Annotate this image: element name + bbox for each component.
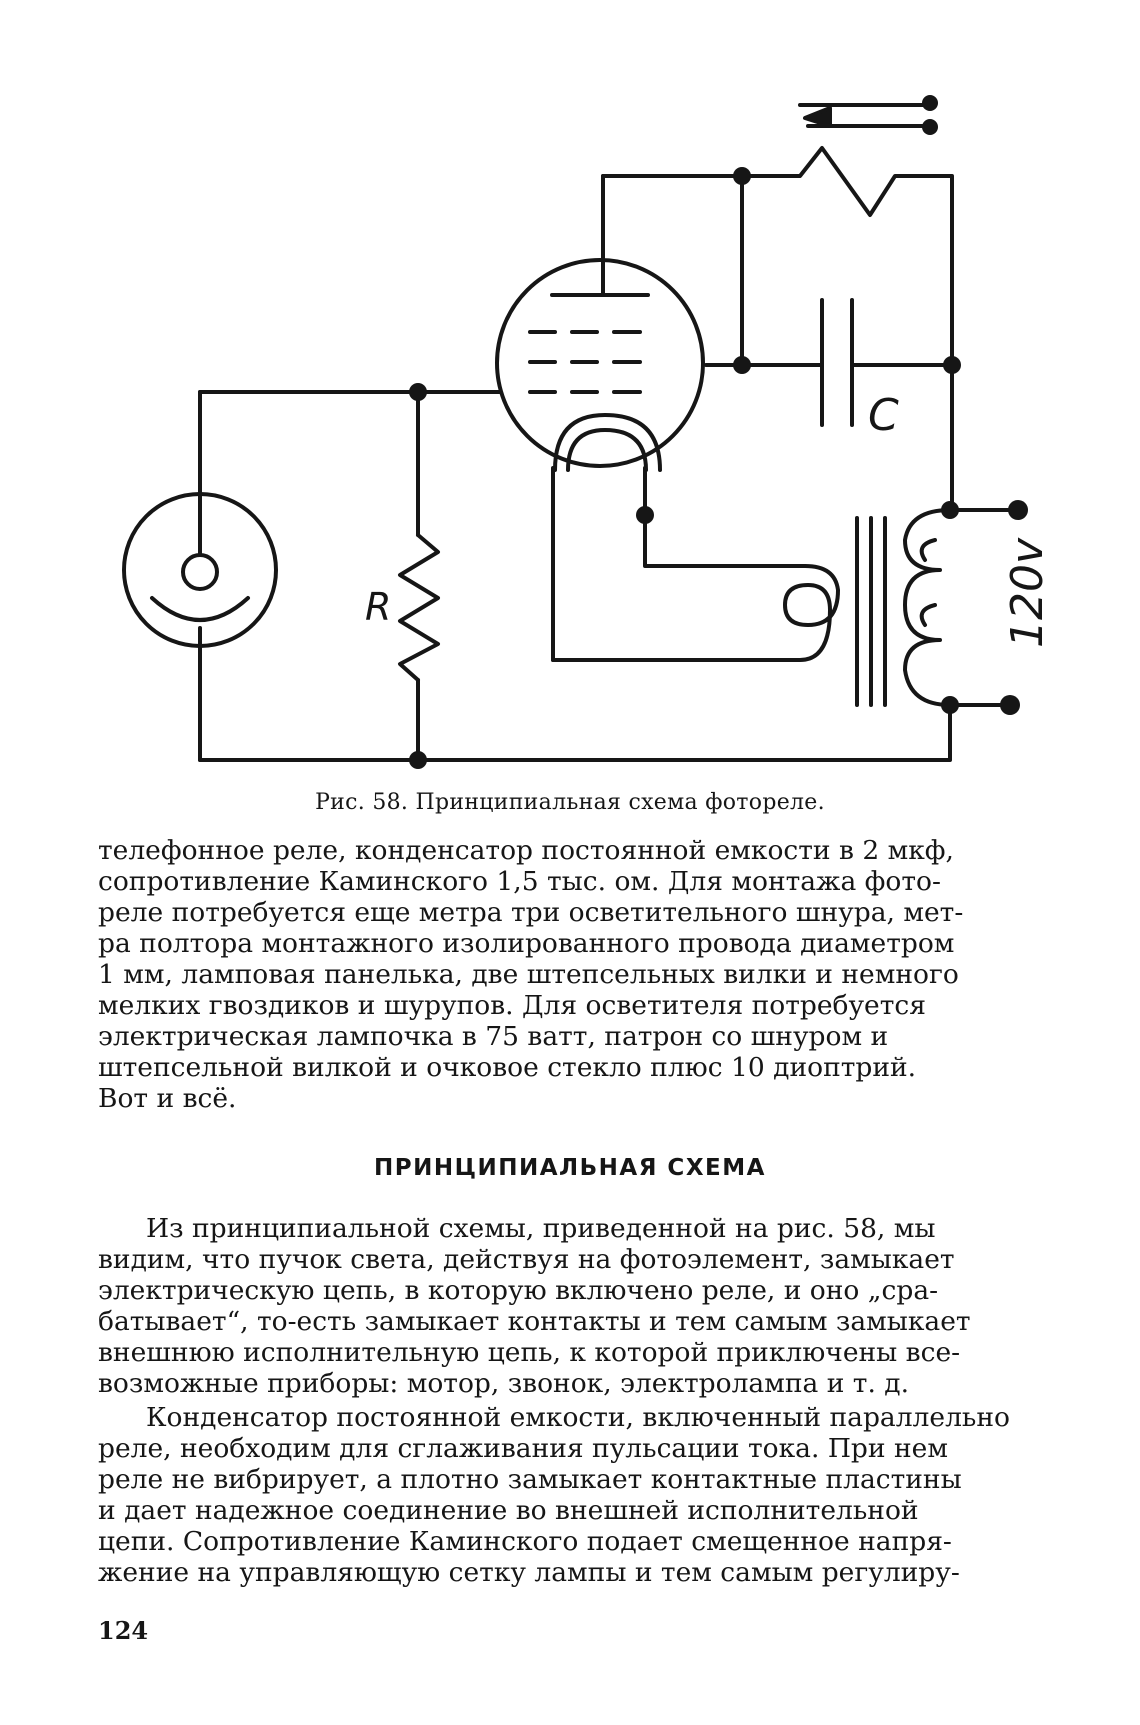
text-line: Вот и всё. [98,1083,237,1114]
paragraph-3 [98,1402,1050,1588]
text-line: реле не вибрирует, а плотно замыкает контактные пластины [98,1464,962,1495]
text-line: внешнюю исполнительную цепь, к которой приключены все- [98,1337,961,1368]
voltage-label: 120v [1002,537,1053,648]
filament-wire [645,515,805,566]
text-line: штепсельной вилкой и очковое стекло плюс 10 диоптрий. [98,1052,917,1083]
text-line: Из принципиальной схемы, приведенной на рис. 58, мы [146,1213,936,1244]
figure-caption: Рис. 58. Принципиальная схема фотореле. [315,790,825,815]
text-line: реле, необходим для сглаживания пульсации тока. При нем [98,1433,948,1464]
capacitor-label: C [868,390,899,441]
text-line: телефонное реле, конденсатор постоянной емкости в 2 мкф, [98,835,954,866]
text-line: электрическая лампочка в 75 ватт, патрон со шнуром и [98,1021,889,1052]
text-line: реле потребуется еще метра три осветительного шнура, мет- [98,897,964,928]
resistor-label: R [365,585,392,629]
text-line: возможные приборы: мотор, звонок, электролампа и т. д. [98,1368,910,1399]
photocell [124,392,276,760]
paragraph-2 [98,1213,1050,1399]
text-line: цепи. Сопротивление Каминского подает смещенное напря- [98,1526,952,1557]
text-line: видим, что пучок света, действуя на фотоэлемент, замыкает [98,1244,955,1275]
text-line: Конденсатор постоянной емкости, включенный параллельно [146,1402,1010,1433]
bottom-wire [200,705,950,760]
page-number: 124 [98,1616,149,1645]
text-line: 1 мм, ламповая панелька, две штепсельных вилки и немного [98,959,959,990]
text-line: батывает“, то-есть замыкает контакты и тем самым замыкает [98,1306,971,1337]
vacuum-tube [497,176,703,660]
circuit-nodes [409,95,1028,769]
photorelay-schematic [0,0,1140,800]
text-line: жение на управляющую сетку лампы и тем самым регулиру- [98,1557,960,1588]
text-line: электрическую цепь, в которую включено реле, и оно „сра- [98,1275,939,1306]
text-line: сопротивление Каминского 1,5 тыс. ом. Для монтажа фото- [98,866,941,897]
text-line: мелких гвоздиков и шурупов. Для осветителя потребуется [98,990,926,1021]
text-line: ра полтора монтажного изолированного провода диаметром [98,928,955,959]
resistor [400,392,438,760]
paragraph-1 [98,835,1050,1114]
transformer [857,510,1018,705]
text-line: и дает надежное соединение во внешней исполнительной [98,1495,919,1526]
section-title: ПРИНЦИПИАЛЬНАЯ СХЕМА [374,1155,766,1181]
relay [742,105,952,510]
